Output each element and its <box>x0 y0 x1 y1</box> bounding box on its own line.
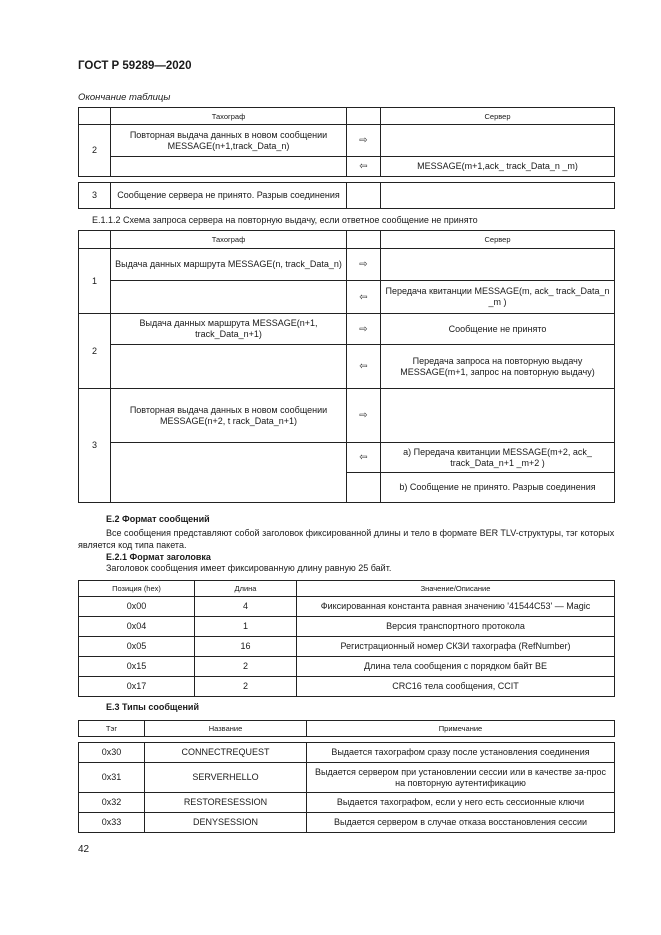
table-cell: Выдается тахографом сразу после установления соединения <box>307 743 615 763</box>
tacho-cell-empty <box>111 345 347 389</box>
table-cell: 2 <box>195 677 297 697</box>
section-e21-text: Заголовок сообщения имеет фиксированную длину равную 25 байт. <box>106 563 392 573</box>
header-empty <box>79 231 111 249</box>
arrow-right-icon: ⇨ <box>347 125 381 157</box>
table-cell: 0x30 <box>79 743 145 763</box>
scheme-title: E.1.1.2 Схема запроса сервера на повторную выдачу, если ответное сообщение не принято <box>92 215 478 225</box>
server-cell: b) Сообщение не принято. Разрыв соединения <box>381 473 615 503</box>
table-cell: Версия транспортного протокола <box>297 617 615 637</box>
arrow-left-icon: ⇦ <box>347 443 381 473</box>
row-number: 3 <box>79 183 111 209</box>
table-cell: Фиксированная константа равная значению '41544C53' — Magic <box>297 597 615 617</box>
table-cell: 0x17 <box>79 677 195 697</box>
table-cell: 0x04 <box>79 617 195 637</box>
header-arrow-empty <box>347 108 381 125</box>
table-cell: 0x33 <box>79 813 145 833</box>
server-cell-empty <box>381 249 615 281</box>
tacho-cell: Выдача данных маршрута MESSAGE(n, track_Data_n) <box>111 249 347 281</box>
tacho-cell-empty <box>111 281 347 314</box>
table-cell: Выдается сервером в случае отказа восстановления сессии <box>307 813 615 833</box>
table-cell: DENYSESSION <box>145 813 307 833</box>
tacho-cell: Повторная выдача данных в новом сообщении MESSAGE(n+1,track_Data_n) <box>111 125 347 157</box>
row-number: 2 <box>79 125 111 177</box>
row-number: 1 <box>79 249 111 314</box>
table-cell: 0x05 <box>79 637 195 657</box>
row-number: 3 <box>79 389 111 503</box>
header-empty <box>79 108 111 125</box>
col-description: Значение/Описание <box>297 581 615 597</box>
section-e21-title: E.2.1 Формат заголовка <box>106 552 211 562</box>
document-header: ГОСТ Р 59289—2020 <box>78 60 192 72</box>
arrow-left-icon: ⇦ <box>347 345 381 389</box>
section-e3-title: E.3 Типы сообщений <box>106 702 199 712</box>
col-position: Позиция (hex) <box>79 581 195 597</box>
header-tachograph: Тахограф <box>111 231 347 249</box>
table-cell: Выдается сервером при установлении сессии или в качестве за-прос на повторную аутентификацию <box>307 763 615 793</box>
page-number: 42 <box>78 844 90 855</box>
arrow-cell-empty <box>347 183 381 209</box>
server-cell-empty <box>381 125 615 157</box>
table-cell: Регистрационный номер СКЗИ тахографа (RefNumber) <box>297 637 615 657</box>
arrow-right-icon: ⇨ <box>347 314 381 345</box>
server-cell: MESSAGE(m+1,ack_ track_Data_n _m) <box>381 157 615 177</box>
table-cell: 0x00 <box>79 597 195 617</box>
header-format-table <box>78 580 615 697</box>
arrow-right-icon: ⇨ <box>347 389 381 443</box>
header-tachograph: Тахограф <box>111 108 347 125</box>
table-cell: Длина тела сообщения с порядком байт BE <box>297 657 615 677</box>
table-cell: 0x32 <box>79 793 145 813</box>
col-length: Длина <box>195 581 297 597</box>
table-cell: 1 <box>195 617 297 637</box>
table-cell: 16 <box>195 637 297 657</box>
table-caption: Окончание таблицы <box>78 92 171 103</box>
arrow-cell-empty <box>347 473 381 503</box>
server-cell: Передача квитанции MESSAGE(m, ack_ track_Data_n _m ) <box>381 281 615 314</box>
table-cell: CRC16 тела сообщения, CCIT <box>297 677 615 697</box>
row-number: 2 <box>79 314 111 389</box>
arrow-left-icon: ⇦ <box>347 157 381 177</box>
server-cell: а) Передача квитанции MESSAGE(m+2, ack_ track_Data_n+1 _m+2 ) <box>381 443 615 473</box>
arrow-left-icon: ⇦ <box>347 281 381 314</box>
header-server: Сервер <box>381 108 615 125</box>
col-note: Примечание <box>307 721 615 737</box>
table-cell: 2 <box>195 657 297 677</box>
col-name: Название <box>145 721 307 737</box>
table-cell: RESTORESESSION <box>145 793 307 813</box>
server-cell: Передача запроса на повторную выдачу MESSAGE(m+1, запрос на повторную выдачу) <box>381 345 615 389</box>
arrow-right-icon: ⇨ <box>347 249 381 281</box>
tacho-cell: Сообщение сервера не принято. Разрыв соединения <box>111 183 347 209</box>
tacho-cell-empty <box>111 157 347 177</box>
table-cell: CONNECTREQUEST <box>145 743 307 763</box>
table-cell: SERVERHELLO <box>145 763 307 793</box>
header-arrow-empty <box>347 231 381 249</box>
section-e2-text: Все сообщения представляют собой заголовок фиксированной длины и тело в формате BER TLV-структуры, тэг которых является код типа пакета. <box>78 528 615 550</box>
table-cell: 4 <box>195 597 297 617</box>
tacho-cell: Выдача данных маршрута MESSAGE(n+1, track_Data_n+1) <box>111 314 347 345</box>
col-tag: Тэг <box>79 721 145 737</box>
server-cell-empty <box>381 183 615 209</box>
table-cell: 0x15 <box>79 657 195 677</box>
tacho-cell-empty <box>111 443 347 503</box>
table-continuation <box>78 107 615 209</box>
table-cell: Выдается тахографом, если у него есть сессионные ключи <box>307 793 615 813</box>
header-server: Сервер <box>381 231 615 249</box>
tacho-cell: Повторная выдача данных в новом сообщении MESSAGE(n+2, t rack_Data_n+1) <box>111 389 347 443</box>
message-types-table <box>78 720 615 833</box>
scheme-table <box>78 230 615 503</box>
server-cell-empty <box>381 389 615 443</box>
table-cell: 0x31 <box>79 763 145 793</box>
server-cell: Сообщение не принято <box>381 314 615 345</box>
section-e2-title: E.2 Формат сообщений <box>106 514 210 524</box>
